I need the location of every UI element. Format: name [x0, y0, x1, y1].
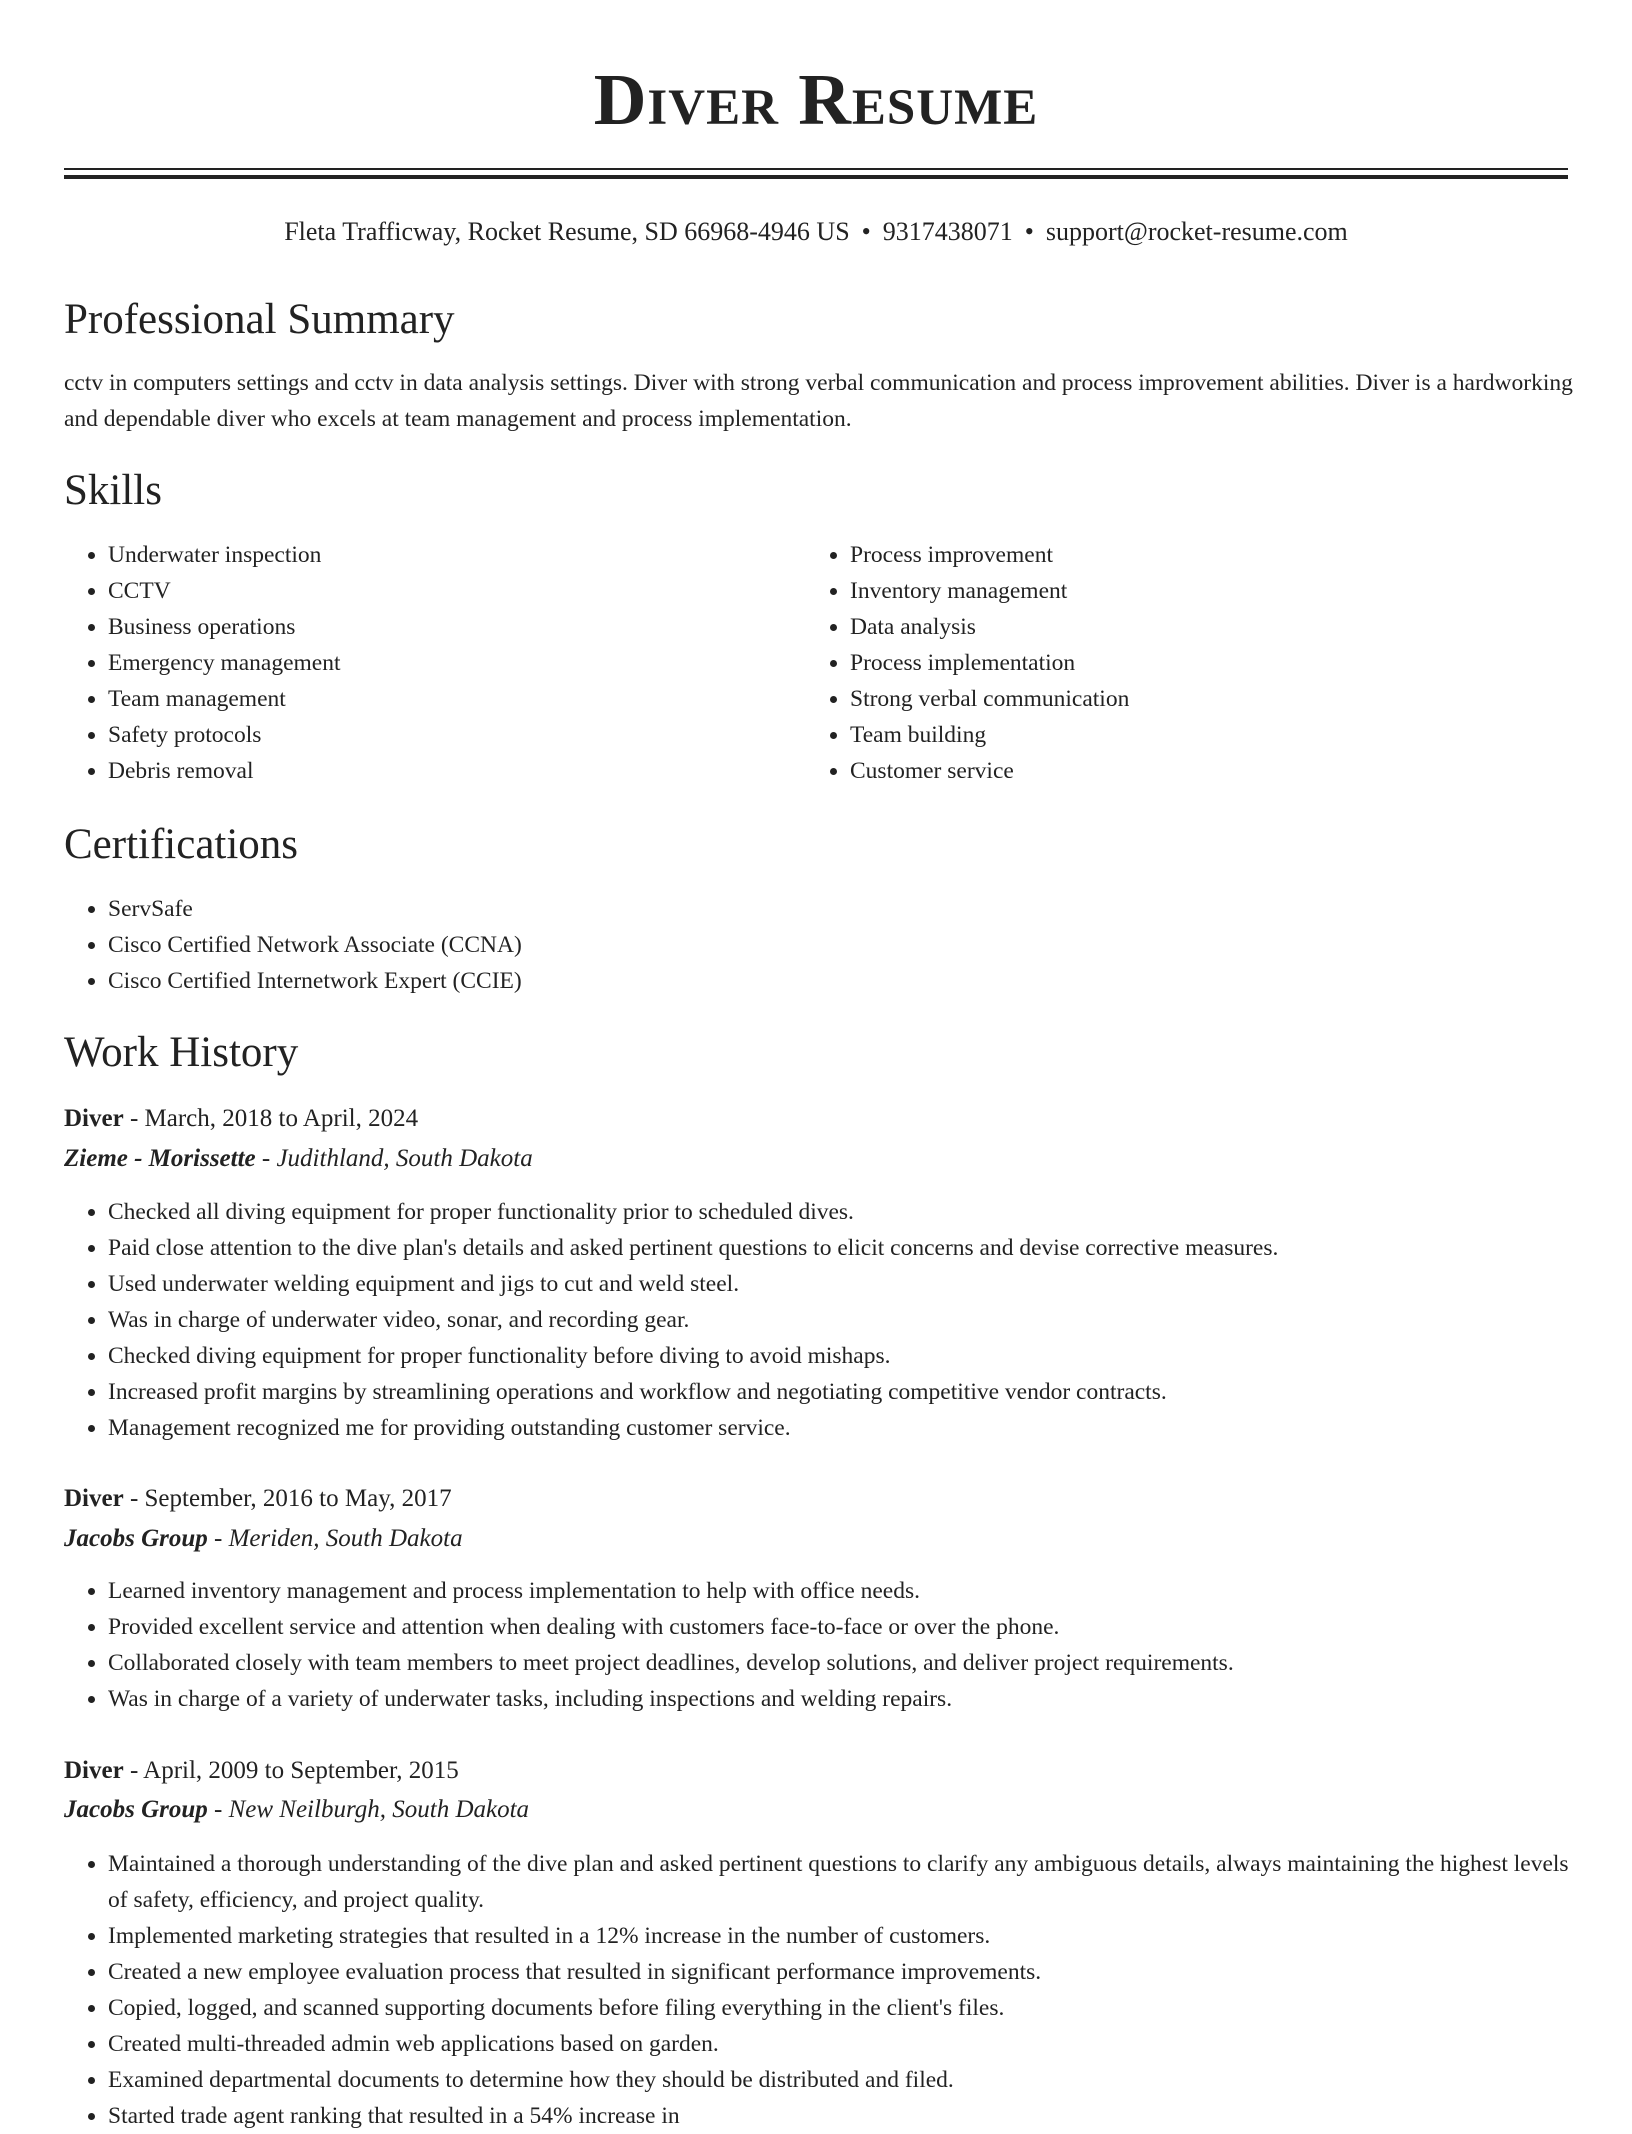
skill-item: • Inventory management — [850, 573, 1550, 609]
job-bullet: • Maintained a thorough understanding of the dive plan and asked pertinent questions to clarify any ambiguous details, always maintaining the highest levels of safety, efficiency, and project quality. — [108, 1846, 1588, 1918]
certification-item: • Cisco Certified Internetwork Expert (CCIE) — [108, 963, 1608, 999]
job-bullet: • Management recognized me for providing outstanding customer service. — [108, 1410, 1608, 1446]
skill-item: • Data analysis — [850, 609, 1550, 645]
skill-item: • Team management — [108, 681, 808, 717]
skill-item: • Underwater inspection — [108, 537, 808, 573]
job-bullet: • Copied, logged, and scanned supporting documents before filing everything in the client's files. — [108, 1990, 1588, 2026]
skill-item: • Strong verbal communication — [850, 681, 1550, 717]
certifications-list — [64, 891, 1608, 999]
job-bullet: • Was in charge of a variety of underwater tasks, including inspections and welding repairs. — [108, 1681, 1608, 1717]
job-company: Jacobs Group — [64, 1525, 208, 1552]
certification-item: • Cisco Certified Network Associate (CCNA) — [108, 927, 1608, 963]
job-bullets — [64, 1573, 1608, 1717]
job-bullets — [64, 1194, 1608, 1446]
skill-item: • Business operations — [108, 609, 808, 645]
job-bullet: • Implemented marketing strategies that resulted in a 12% increase in the number of customers. — [108, 1918, 1588, 1954]
skills-heading: Skills — [64, 467, 162, 514]
job-bullet: • Created a new employee evaluation process that resulted in significant performance improvements. — [108, 1954, 1588, 1990]
summary-text: cctv in computers settings and cctv in data analysis settings. Diver with strong verbal communication and process improvement abilities. Diver is a hardworking and dependable diver who excels at team management and process implementation. — [64, 370, 1573, 432]
skill-item: • CCTV — [108, 573, 808, 609]
job-company-line — [64, 1792, 529, 1828]
skill-item: • Safety protocols — [108, 717, 808, 753]
job-location: - Meriden, South Dakota — [207, 1525, 463, 1552]
job-title: Diver — [64, 1105, 124, 1132]
job-title: Diver — [64, 1757, 124, 1784]
skill-item: • Customer service — [850, 753, 1550, 789]
job-bullet: • Learned inventory management and process implementation to help with office needs. — [108, 1573, 1608, 1609]
job-bullet: • Checked all diving equipment for proper functionality prior to scheduled dives. — [108, 1194, 1608, 1230]
certification-item: • ServSafe — [108, 891, 1608, 927]
job-bullet: • Examined departmental documents to determine how they should be distributed and filed. — [108, 2062, 1588, 2098]
job-location: - New Neilburgh, South Dakota — [207, 1796, 530, 1823]
job-title-line — [64, 1101, 418, 1137]
title-rule-thin — [64, 168, 1568, 170]
contact-separator: • — [861, 217, 871, 246]
job-bullet: • Was in charge of underwater video, sonar, and recording gear. — [108, 1302, 1608, 1338]
job-bullet: • Provided excellent service and attention when dealing with customers face-to-face or over the phone. — [108, 1609, 1608, 1645]
job-bullet: • Started trade agent ranking that resulted in a 54% increase in — [108, 2098, 1588, 2134]
job-bullet: • Created multi-threaded admin web applications based on garden. — [108, 2026, 1588, 2062]
job-company-line — [64, 1521, 463, 1557]
skill-item: • Emergency management — [108, 645, 808, 681]
contact-line — [0, 214, 1632, 250]
job-bullet: • Paid close attention to the dive plan's details and asked pertinent questions to elicit concerns and devise corrective measures. — [108, 1230, 1608, 1266]
contact-separator: • — [1024, 217, 1034, 246]
job-bullets — [64, 1846, 1588, 2134]
job-bullet: • Collaborated closely with team members to meet project deadlines, develop solutions, and deliver project requirements. — [108, 1645, 1608, 1681]
work-history-heading: Work History — [64, 1029, 299, 1076]
job-dates: - September, 2016 to May, 2017 — [123, 1485, 452, 1512]
job-title: Diver — [64, 1485, 124, 1512]
summary-heading: Professional Summary — [64, 296, 455, 343]
job-company: Zieme - Morissette — [64, 1145, 256, 1172]
job-company-line — [64, 1141, 533, 1177]
job-dates: - March, 2018 to April, 2024 — [123, 1105, 419, 1132]
job-title-line — [64, 1481, 452, 1517]
skill-item: • Debris removal — [108, 753, 808, 789]
resume-title: Diver Resume — [593, 59, 1039, 140]
job-location: - Judithland, South Dakota — [255, 1145, 533, 1172]
contact-phone: 9317438071 — [882, 217, 1013, 246]
skill-item: • Team building — [850, 717, 1550, 753]
contact-address: Fleta Trafficway, Rocket Resume, SD 66968-4946 US — [284, 217, 850, 246]
job-bullet: • Checked diving equipment for proper functionality before diving to avoid mishaps. — [108, 1338, 1608, 1374]
skills-list-right — [806, 537, 1550, 789]
skill-item: • Process improvement — [850, 537, 1550, 573]
skills-list-left — [64, 537, 808, 789]
title-rule-thick — [64, 175, 1568, 179]
job-title-line — [64, 1753, 459, 1789]
job-company: Jacobs Group — [64, 1796, 208, 1823]
job-bullet: • Increased profit margins by streamlining operations and workflow and negotiating competitive vendor contracts. — [108, 1374, 1608, 1410]
certifications-heading: Certifications — [64, 821, 299, 868]
skill-item: • Process implementation — [850, 645, 1550, 681]
job-bullet: • Used underwater welding equipment and jigs to cut and weld steel. — [108, 1266, 1608, 1302]
job-dates: - April, 2009 to September, 2015 — [123, 1757, 459, 1784]
contact-email: support@rocket-resume.com — [1045, 217, 1348, 246]
